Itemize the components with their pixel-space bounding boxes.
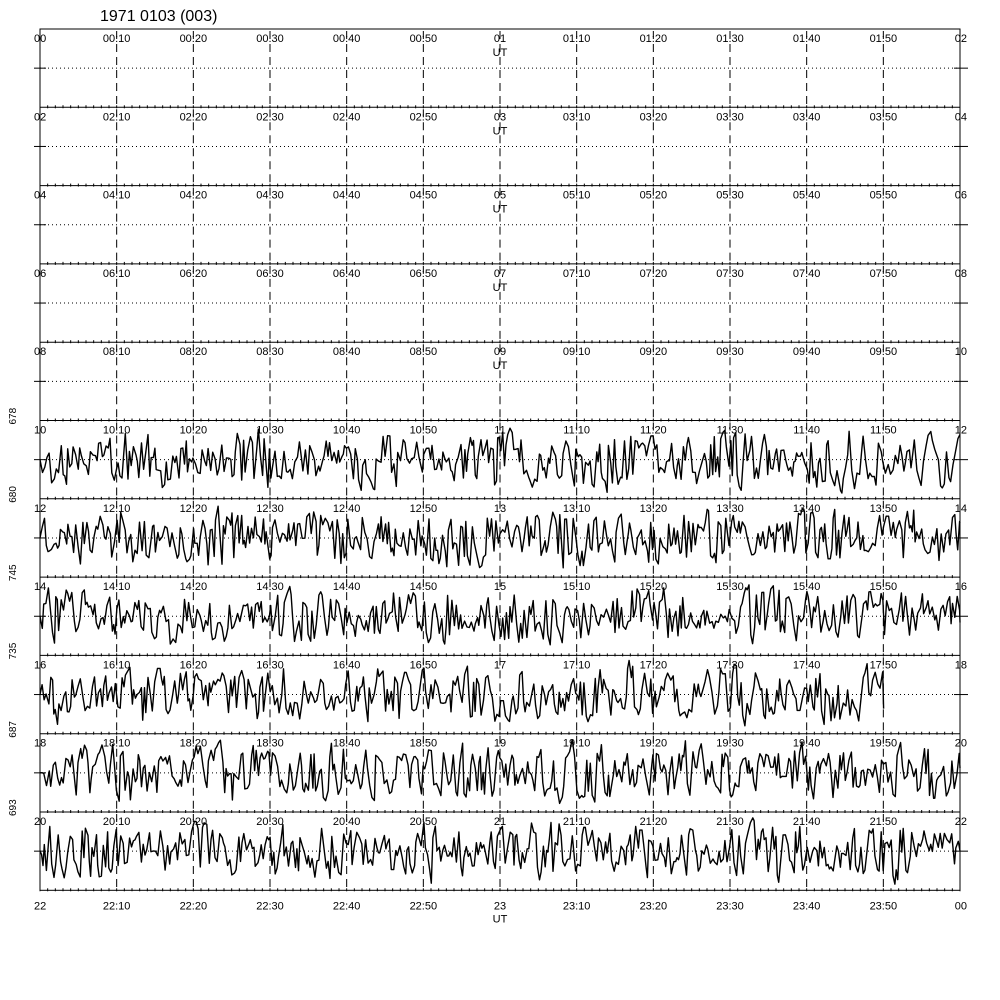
time-tick-label: 12:20 <box>179 502 208 515</box>
time-tick-label: 06:40 <box>332 267 361 280</box>
time-tick-label: 18 <box>954 659 967 672</box>
time-tick-label: 00:50 <box>409 33 438 45</box>
amplitude-label: 680 <box>8 486 19 503</box>
time-tick-label: 07:20 <box>639 267 668 280</box>
time-tick-label: 18 <box>34 737 47 750</box>
time-tick-label: 00 <box>34 33 47 45</box>
time-tick-label: 10:50 <box>409 424 438 437</box>
time-tick-label: 20:10 <box>102 816 131 828</box>
time-tick-label: 08:20 <box>179 346 208 359</box>
time-tick-label: 10 <box>954 346 967 359</box>
time-tick-label: 14:30 <box>256 581 284 594</box>
seismic-trace <box>40 661 884 726</box>
time-tick-label: 13:20 <box>639 502 668 515</box>
time-tick-label: 21:10 <box>562 816 591 828</box>
time-tick-label: 04:10 <box>102 189 131 202</box>
time-tick-label: 14:50 <box>409 581 438 594</box>
time-tick-label: 05:10 <box>562 189 591 202</box>
time-tick-label: 13 <box>493 502 507 515</box>
time-tick-label: 00:40 <box>332 33 361 45</box>
time-tick-label: 15:40 <box>792 581 821 594</box>
time-tick-label: 10:30 <box>256 424 284 437</box>
time-tick-label: 15:30 <box>716 581 744 594</box>
bottom-time-tick-label: 23:30 <box>716 900 744 913</box>
time-tick-label: 12:50 <box>409 502 438 515</box>
time-tick-label: 22 <box>954 816 967 828</box>
time-tick-label: 16:30 <box>256 659 284 672</box>
time-tick-label: 08:10 <box>102 346 131 359</box>
time-tick-label: 02:30 <box>256 111 284 124</box>
time-tick-label: 09:20 <box>639 346 668 359</box>
time-tick-label: 17 <box>493 659 507 672</box>
time-tick-label: 11:10 <box>563 424 591 437</box>
time-tick-label: 03:20 <box>639 111 668 124</box>
time-tick-label: 10:40 <box>332 424 361 437</box>
time-tick-label: 03:30 <box>716 111 744 124</box>
time-tick-label: 15:20 <box>639 581 668 594</box>
time-tick-label: 19:20 <box>639 737 668 750</box>
time-tick-label: 02:40 <box>332 111 361 124</box>
time-tick-label: 12:40 <box>332 502 361 515</box>
time-tick-label: 12:10 <box>102 502 131 515</box>
time-tick-label: 02:10 <box>102 111 131 124</box>
time-tick-label: 03:10 <box>562 111 591 124</box>
time-tick-label: 11:30 <box>716 424 744 437</box>
time-tick-label: 05:50 <box>869 189 898 202</box>
time-tick-label: 20 <box>34 816 47 828</box>
time-tick-label: 12 <box>954 424 967 437</box>
time-tick-label: 13:30 <box>716 502 744 515</box>
chart-title: 1971 0103 (003) <box>100 8 218 25</box>
time-tick-label: 16:50 <box>409 659 438 672</box>
time-tick-label: 03:50 <box>869 111 898 124</box>
bottom-time-tick-label: 23:40 <box>792 900 821 913</box>
time-tick-label: 17:30 <box>716 659 744 672</box>
time-tick-label: 08 <box>954 267 967 280</box>
amplitude-label: 693 <box>8 799 19 816</box>
time-tick-label: 18:10 <box>102 737 131 750</box>
time-tick-label: 16 <box>954 581 967 594</box>
time-tick-label: 15 <box>493 581 507 594</box>
time-tick-label: 17:50 <box>869 659 898 672</box>
time-tick-label: 20:30 <box>256 816 284 828</box>
time-tick-label: 11 <box>494 424 506 437</box>
bottom-ut-axis-label: UT <box>492 913 508 926</box>
time-tick-label: 07:50 <box>869 267 898 280</box>
time-tick-label: 21:30 <box>716 816 744 828</box>
time-tick-label: 05:20 <box>639 189 668 202</box>
amplitude-label: 687 <box>8 721 19 738</box>
bottom-time-tick-label: 23 <box>493 900 507 913</box>
time-tick-label: 18:20 <box>179 737 208 750</box>
ut-axis-label: UT <box>492 360 508 373</box>
time-tick-label: 00:20 <box>179 33 208 45</box>
time-tick-label: 00:10 <box>102 33 131 45</box>
time-tick-label: 09:10 <box>562 346 591 359</box>
time-tick-label: 14 <box>954 502 967 515</box>
time-tick-label: 04:30 <box>256 189 284 202</box>
time-tick-label: 03 <box>493 111 507 124</box>
bottom-time-tick-label: 23:50 <box>869 900 898 913</box>
time-tick-label: 06 <box>954 189 967 202</box>
time-tick-label: 11:40 <box>793 424 821 437</box>
time-tick-label: 17:10 <box>562 659 591 672</box>
time-tick-label: 00:30 <box>256 33 284 45</box>
time-tick-label: 01:50 <box>869 33 898 45</box>
time-tick-label: 06:30 <box>256 267 284 280</box>
time-tick-label: 10:20 <box>179 424 208 437</box>
time-tick-label: 02 <box>954 33 967 45</box>
time-tick-label: 01:30 <box>716 33 744 45</box>
time-tick-label: 04:40 <box>332 189 361 202</box>
ut-axis-label: UT <box>492 203 508 216</box>
time-tick-label: 20:20 <box>179 816 208 828</box>
time-tick-label: 05 <box>493 189 507 202</box>
time-tick-label: 04 <box>34 189 47 202</box>
time-tick-label: 02:20 <box>179 111 208 124</box>
bottom-time-tick-label: 22:30 <box>256 900 284 913</box>
time-tick-label: 16 <box>34 659 47 672</box>
time-tick-label: 14:20 <box>179 581 208 594</box>
time-tick-label: 09:30 <box>716 346 744 359</box>
time-tick-label: 14 <box>34 581 47 594</box>
ut-axis-label: UT <box>492 281 508 294</box>
time-tick-label: 07:40 <box>792 267 821 280</box>
time-tick-label: 10 <box>34 424 47 437</box>
time-tick-label: 19 <box>493 737 507 750</box>
bottom-time-tick-label: 22:40 <box>332 900 361 913</box>
time-tick-label: 06:20 <box>179 267 208 280</box>
time-tick-label: 17:20 <box>639 659 668 672</box>
bottom-time-tick-label: 23:20 <box>639 900 668 913</box>
time-tick-label: 20 <box>954 737 967 750</box>
time-tick-label: 13:10 <box>562 502 591 515</box>
time-tick-label: 19:30 <box>716 737 744 750</box>
time-tick-label: 04:50 <box>409 189 438 202</box>
time-tick-label: 07:30 <box>716 267 744 280</box>
time-tick-label: 21:20 <box>639 816 668 828</box>
time-tick-label: 09 <box>493 346 507 359</box>
time-tick-label: 06 <box>34 267 47 280</box>
time-tick-label: 06:10 <box>102 267 131 280</box>
time-tick-label: 09:50 <box>869 346 898 359</box>
time-tick-label: 15:10 <box>562 581 591 594</box>
time-tick-label: 15:50 <box>869 581 898 594</box>
time-tick-label: 19:40 <box>792 737 821 750</box>
time-tick-label: 14:40 <box>332 581 361 594</box>
time-tick-label: 05:40 <box>792 189 821 202</box>
time-tick-label: 03:40 <box>792 111 821 124</box>
time-tick-label: 08 <box>34 346 47 359</box>
time-tick-label: 01:40 <box>792 33 821 45</box>
time-tick-label: 08:40 <box>332 346 361 359</box>
time-tick-label: 08:30 <box>256 346 284 359</box>
time-tick-label: 16:10 <box>102 659 131 672</box>
label-layer <box>8 33 967 925</box>
time-tick-label: 11:20 <box>639 424 667 437</box>
time-tick-label: 13:50 <box>869 502 898 515</box>
time-tick-label: 18:30 <box>256 737 284 750</box>
time-tick-label: 18:40 <box>332 737 361 750</box>
ut-axis-label: UT <box>492 125 508 138</box>
time-tick-label: 02:50 <box>409 111 438 124</box>
time-tick-label: 08:50 <box>409 346 438 359</box>
time-tick-label: 01:20 <box>639 33 668 45</box>
time-tick-label: 21 <box>493 816 507 828</box>
bottom-time-tick-label: 00 <box>954 900 967 913</box>
time-tick-label: 21:40 <box>792 816 821 828</box>
amplitude-label: 678 <box>8 407 19 425</box>
time-tick-label: 16:20 <box>179 659 208 672</box>
time-tick-label: 14:10 <box>102 581 131 594</box>
time-tick-label: 19:50 <box>869 737 898 750</box>
time-tick-label: 21:50 <box>869 816 898 828</box>
time-tick-label: 13:40 <box>792 502 821 515</box>
bottom-time-tick-label: 22:10 <box>102 900 131 913</box>
amplitude-label: 745 <box>8 564 19 582</box>
time-tick-label: 10:10 <box>102 424 131 437</box>
time-tick-label: 06:50 <box>409 267 438 280</box>
time-tick-label: 19:10 <box>562 737 591 750</box>
time-tick-label: 01:10 <box>562 33 591 45</box>
time-tick-label: 07 <box>493 267 507 280</box>
time-tick-label: 09:40 <box>792 346 821 359</box>
time-tick-label: 12 <box>34 502 47 515</box>
time-tick-label: 18:50 <box>409 737 438 750</box>
ut-axis-label: UT <box>492 47 508 59</box>
bottom-time-tick-label: 23:10 <box>562 900 591 913</box>
time-tick-label: 20:40 <box>332 816 361 828</box>
amplitude-label: 735 <box>8 642 19 660</box>
time-tick-label: 16:40 <box>332 659 361 672</box>
bottom-time-tick-label: 22:20 <box>179 900 208 913</box>
time-tick-label: 11:50 <box>869 424 897 437</box>
time-tick-label: 20:50 <box>409 816 438 828</box>
time-tick-label: 07:10 <box>562 267 591 280</box>
time-tick-label: 04 <box>954 111 967 124</box>
time-tick-label: 01 <box>493 33 507 45</box>
time-tick-label: 05:30 <box>716 189 744 202</box>
bottom-time-tick-label: 22:50 <box>409 900 438 913</box>
time-tick-label: 17:40 <box>792 659 821 672</box>
time-tick-label: 12:30 <box>256 502 284 515</box>
time-tick-label: 02 <box>34 111 47 124</box>
bottom-time-tick-label: 22 <box>34 900 47 913</box>
time-tick-label: 04:20 <box>179 189 208 202</box>
